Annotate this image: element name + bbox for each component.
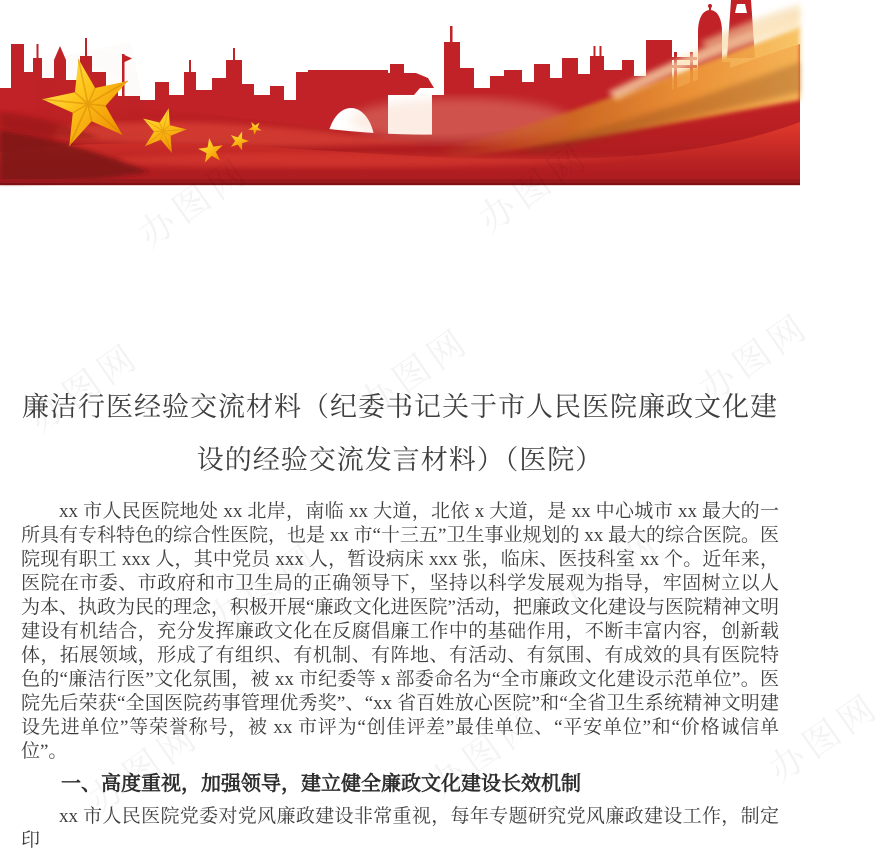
tower-window [735,4,747,13]
section-heading-1: 一、高度重视，加强领导，建立健全廉政文化建设长效机制 [61,773,581,795]
document-body [21,500,779,853]
banner [0,0,800,185]
banner-graphic [0,0,800,185]
paragraph-intro: xx 市人民医院地处 xx 北岸，南临 xx 大道，北依 x 大道，是 xx 中心城市 xx 最大的一所具有专科特色的综合性医院，也是 xx 市“十三五”卫生事业规划的 xx 最大的综合医院。医院现有职工 xxx 人，其中党员 xxx 人，暂设病床 xxx 张，临床、医技科室 xx 个。近年来，医院在市委、市政府和市卫生局的正确领导下，坚持以科学发展观为指导，牢固树立以人为本、执政为民的理念，积极开展“廉政文化进医院”活动，把廉政文化建设与医院精神文明建设有机结合，充分发挥廉政文化在反腐倡廉工作中的基础作用，不断丰富内容，创新载体，拓展领域，形成了有组织、有机制、有阵地、有活动、有氛围、有成效的具有医院特色的“廉洁行医”文化氛围，被 xx 市纪委等 x 部委命名为“全市廉政文化建设示范单位”。医院先后荣获“全国医院药事管理优秀奖”、“xx 省百姓放心医院”和“全省卫生系统精神文明建设先进单位”等荣誉称号，被 xx 市评为“创佳评差”最佳单位、“平安单位”和“价格诚信单位”。 [21,501,779,762]
page-title-line: 设的经验交流发言材料）（医院） [196,445,604,475]
page-title [0,381,800,487]
paragraph-section-1: xx 市人民医院党委对党风廉政建设非常重视，每年专题研究党风廉政建设工作，制定印 [21,806,779,851]
page-title-line: 廉洁行医经验交流材料（纪委书记关于市人民医院廉政文化建 [22,392,778,422]
